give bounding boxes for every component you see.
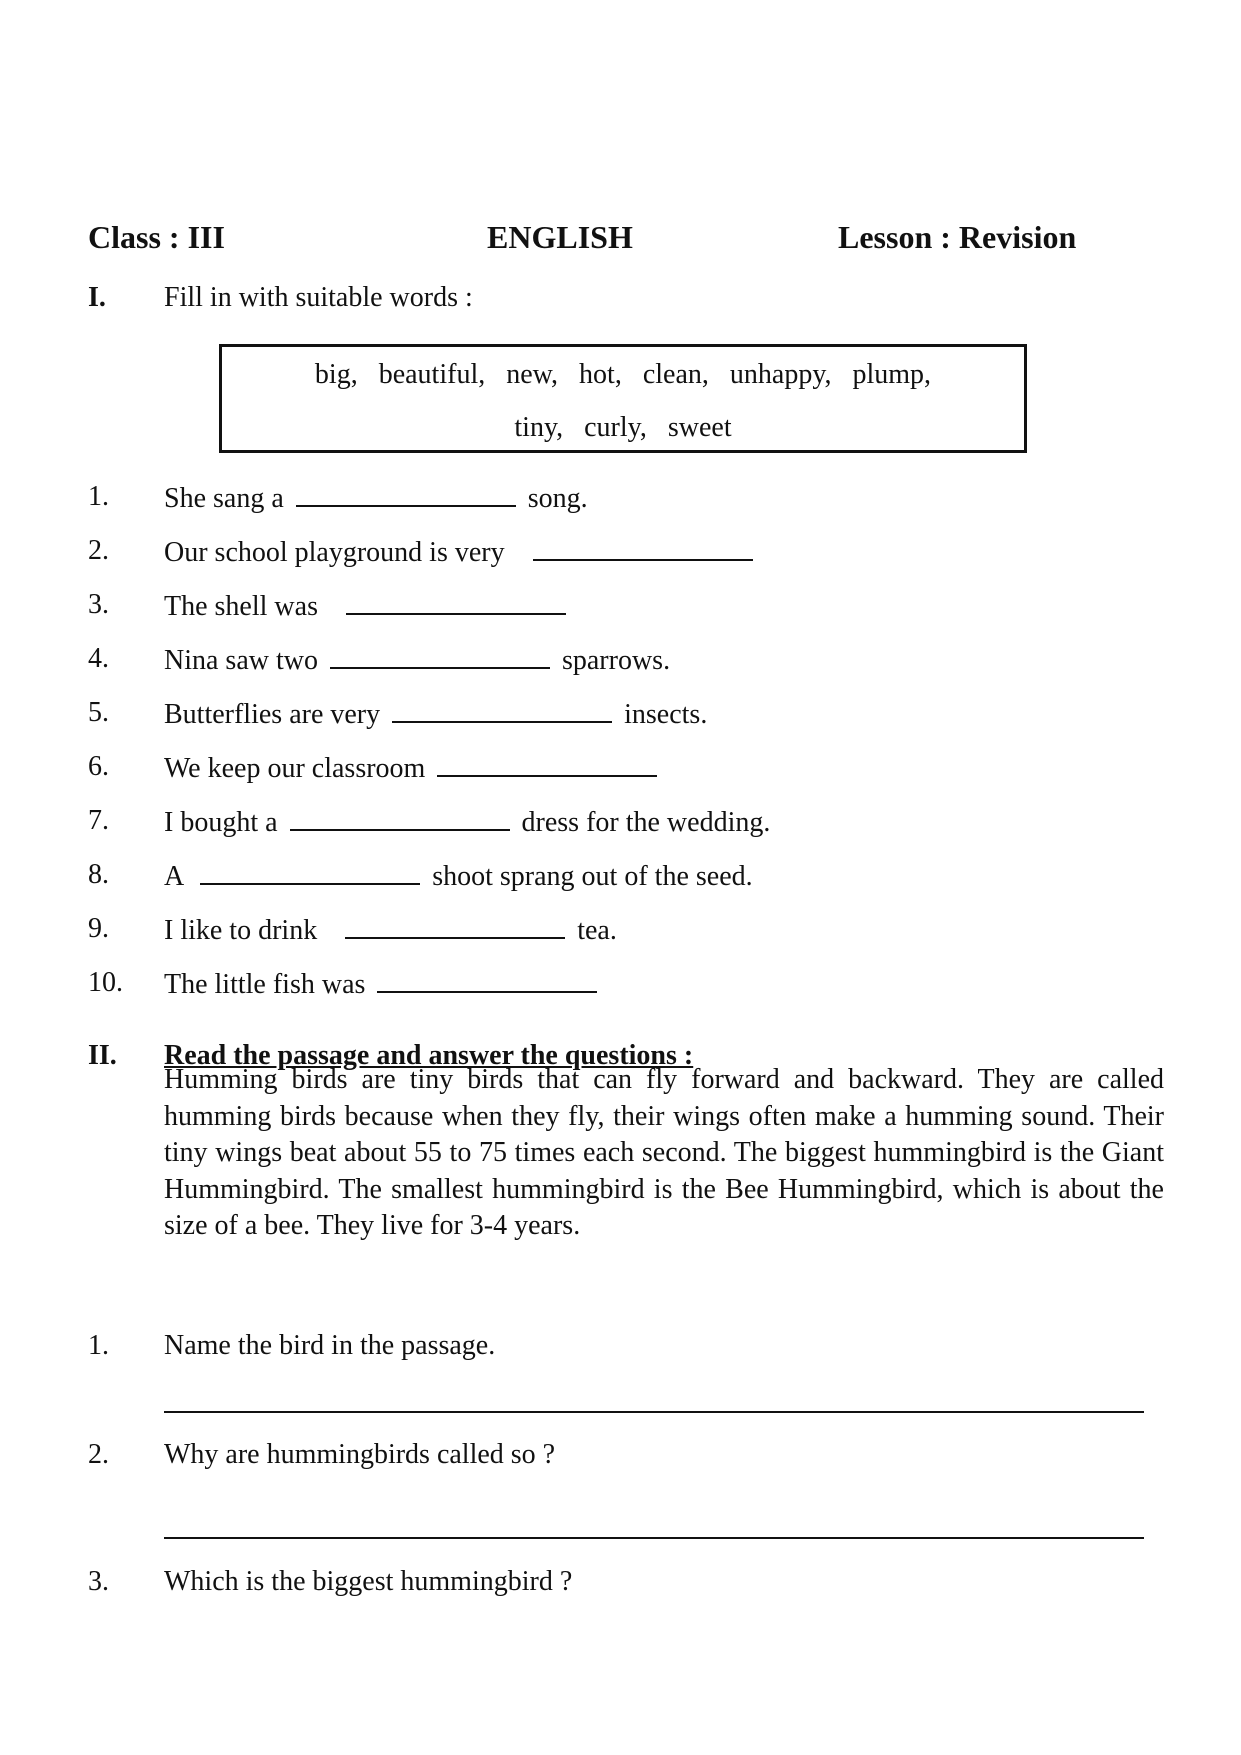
class-label: Class : III <box>88 219 225 255</box>
item-1-text-after: song. <box>527 483 588 514</box>
item-10 <box>164 965 609 1003</box>
item-10-text-before: The little fish was <box>164 969 366 1000</box>
item-7-text-after: dress for the wedding. <box>521 807 771 838</box>
answer-line-1[interactable] <box>164 1411 1144 1413</box>
passage: Humming birds are tiny birds that can fly forward and backward. They are called humming birds because when they fly, their wings often make a humming sound. Their tiny wings beat about 55 to 75 times each second. The biggest hummingbird is the Giant Hummingbird. The smallest hummingbird is the Bee Hummingbird, which is about the size of a bee. They live for 3-4 years. <box>164 1064 1164 1241</box>
item-1-number: 1. <box>88 481 109 512</box>
item-5-text-after: insects. <box>624 699 708 730</box>
section-2-number: II. <box>88 1040 117 1071</box>
question-3-number: 3. <box>88 1566 109 1597</box>
word-box <box>219 344 1027 453</box>
item-5-blank[interactable] <box>392 695 612 723</box>
item-4-blank[interactable] <box>330 641 550 669</box>
question-2-text: Why are hummingbirds called so ? <box>164 1439 556 1470</box>
item-6 <box>164 749 669 787</box>
item-7-text-before: I bought a <box>164 807 278 838</box>
section-1-instruction: Fill in with suitable words : <box>164 282 473 313</box>
item-8-number: 8. <box>88 859 109 890</box>
section-1-number: I. <box>88 282 106 313</box>
item-10-blank[interactable] <box>377 965 597 993</box>
subject-title: ENGLISH <box>487 219 633 255</box>
section-2-heading: Read the passage and answer the questions : <box>164 1040 694 1071</box>
item-5-number: 5. <box>88 697 109 728</box>
item-6-blank[interactable] <box>437 749 657 777</box>
item-8 <box>164 857 753 895</box>
item-1-text-before: She sang a <box>164 483 284 514</box>
item-2-blank[interactable] <box>533 533 753 561</box>
item-3-text-before: The shell was <box>164 591 318 622</box>
item-6-text-before: We keep our classroom <box>164 753 426 784</box>
question-1-number: 1. <box>88 1330 109 1361</box>
item-9-text-before: I like to drink <box>164 915 318 946</box>
word-box-line-2: tiny, curly, sweet <box>514 412 732 443</box>
item-3-number: 3. <box>88 589 109 620</box>
item-4-text-after: sparrows. <box>561 645 671 676</box>
item-7-blank[interactable] <box>290 803 510 831</box>
item-8-blank[interactable] <box>200 857 420 885</box>
question-3-text: Which is the biggest hummingbird ? <box>164 1566 573 1597</box>
item-6-number: 6. <box>88 751 109 782</box>
item-10-number: 10. <box>88 967 123 998</box>
item-4 <box>164 641 670 679</box>
item-8-text-before: A <box>164 861 185 892</box>
item-9-text-after: tea. <box>577 915 617 946</box>
item-9-number: 9. <box>88 913 109 944</box>
item-2-text-before: Our school playground is very <box>164 537 505 568</box>
lesson-label: Lesson : Revision <box>838 219 1077 255</box>
item-1-blank[interactable] <box>296 479 516 507</box>
item-8-text-after: shoot sprang out of the seed. <box>432 861 753 892</box>
item-1 <box>164 479 588 517</box>
item-9 <box>164 911 617 949</box>
item-7 <box>164 803 770 841</box>
item-7-number: 7. <box>88 805 109 836</box>
item-3 <box>164 587 578 625</box>
item-5-text-before: Butterflies are very <box>164 699 381 730</box>
item-4-text-before: Nina saw two <box>164 645 318 676</box>
word-box-line-1: big, beautiful, new, hot, clean, unhappy, plump, <box>314 359 932 390</box>
item-3-blank[interactable] <box>346 587 566 615</box>
item-2 <box>164 533 765 571</box>
item-5 <box>164 695 707 733</box>
question-1-text: Name the bird in the passage. <box>164 1330 496 1361</box>
item-4-number: 4. <box>88 643 109 674</box>
item-2-number: 2. <box>88 535 109 566</box>
item-9-blank[interactable] <box>345 911 565 939</box>
question-2-number: 2. <box>88 1439 109 1470</box>
answer-line-2[interactable] <box>164 1537 1144 1539</box>
